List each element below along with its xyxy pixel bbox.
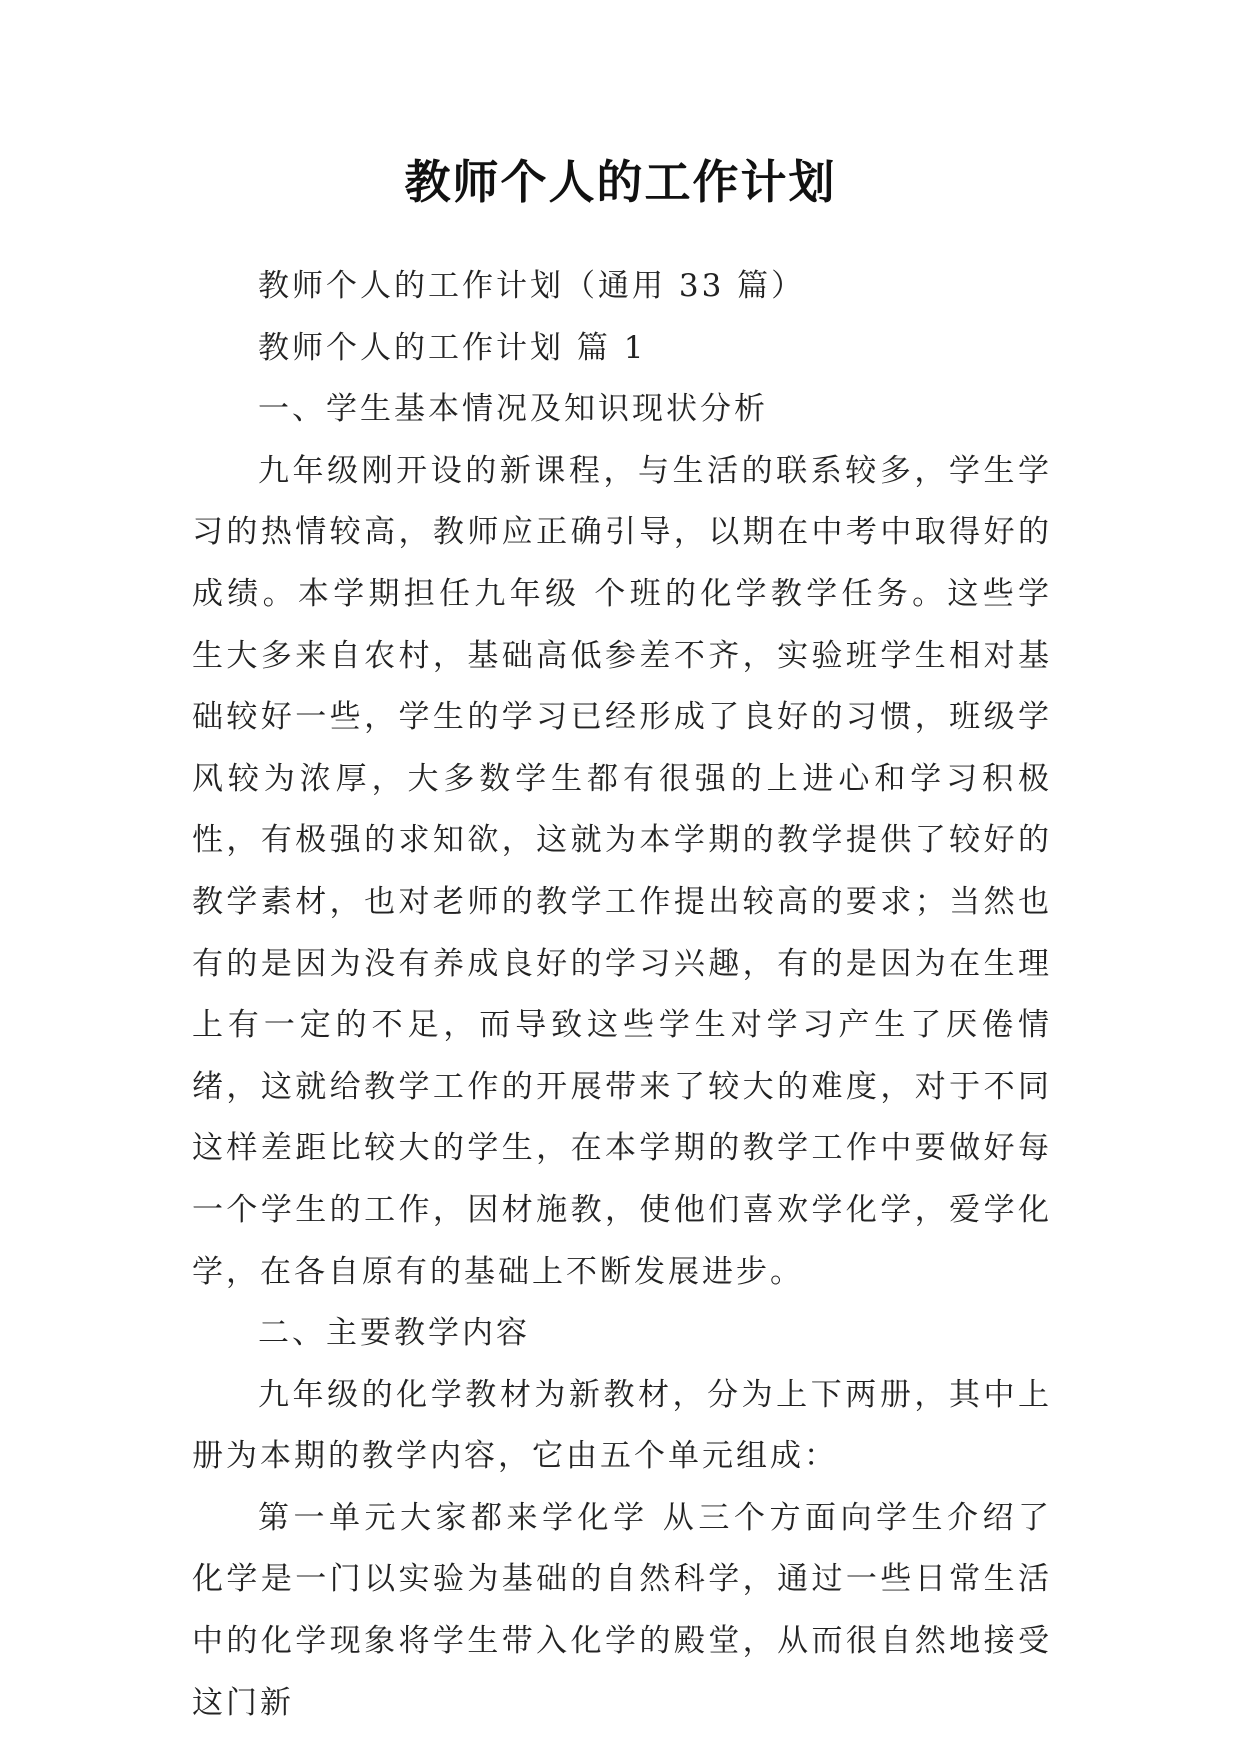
- document-title: 教师个人的工作计划: [404, 155, 837, 209]
- heading-teaching-content: 二、主要教学内容: [258, 1315, 530, 1352]
- heading-student-situation: 一、学生基本情况及知识现状分析: [258, 391, 768, 428]
- body-paragraph: 第一单元大家都来学化学 从三个方面向学生介绍了化学是一门以实验为基础的自然科学，通过一些日常生活中的化学现象将学生带入化学的殿堂，从而很自然地接受这门新: [192, 1499, 1052, 1721]
- body-paragraph: 九年级刚开设的新课程，与生活的联系较多，学生学习的热情较高，教师应正确引导，以期在中考中取得好的成绩。本学期担任九年级 个班的化学教学任务。这些学生大多来自农村，基础高低参差不齐，实验班学生相对基础较好一些，学生的学习已经形成了良好的习惯，班级学风较为浓厚，大多数学生都有很强的上进心和学习积极性，有极强的求知欲，这就为本学期的教学提供了较好的教学素材，也对老师的教学工作提出较高的要求；当然也有的是因为没有养成良好的学习兴趣，有的是因为在生理上有一定的不足，而导致这些学生对学习产生了厌倦情绪，这就给教学工作的开展带来了较大的难度，对于不同这样差距比较大的学生，在本学期的教学工作中要做好每一个学生的工作，因材施教，使他们喜欢学化学，爱学化学，在各自原有的基础上不断发展进步。: [192, 452, 1052, 1290]
- section-heading-paragraph: 教师个人的工作计划 篇 1: [258, 329, 647, 366]
- body-paragraph: 九年级的化学教材为新教材，分为上下两册，其中上册为本期的教学内容，它由五个单元组成：: [192, 1376, 1052, 1475]
- document-body: [192, 256, 1052, 1734]
- subtitle-paragraph: 教师个人的工作计划（通用 33 篇）: [258, 268, 806, 304]
